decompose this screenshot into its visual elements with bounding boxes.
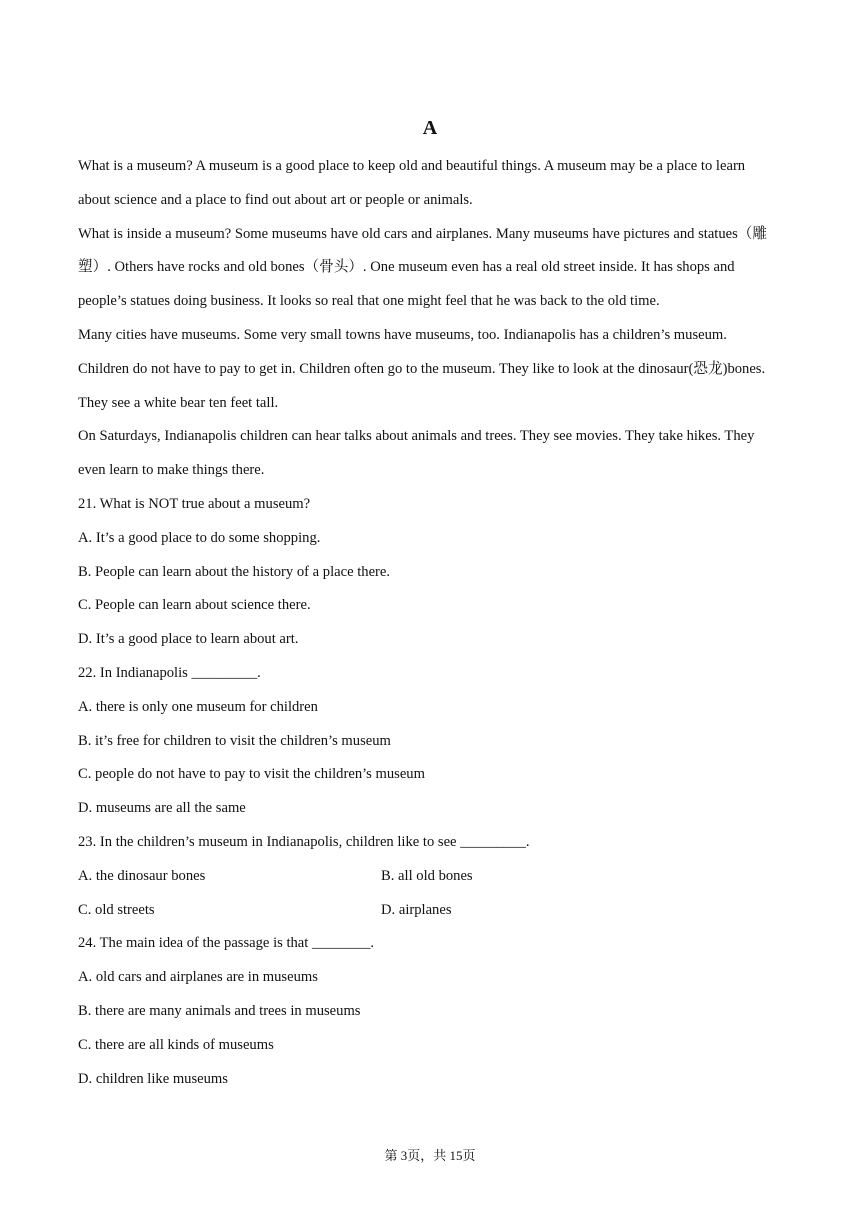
option-c: C. there are all kinds of museums bbox=[78, 1036, 274, 1053]
option-c: C. old streets bbox=[78, 901, 155, 918]
option-a: A. It’s a good place to do some shopping. bbox=[78, 529, 321, 546]
option-d: D. airplanes bbox=[381, 901, 452, 918]
passage-line: people’s statues doing business. It looks so real that one might feel that he was back to the old time. bbox=[78, 293, 660, 310]
passage-line: 塑）. Others have rocks and old bones（骨头）. One museum even has a real old street inside. It has shops and bbox=[78, 259, 735, 276]
option-d: D. It’s a good place to learn about art. bbox=[78, 631, 299, 648]
option-b: B. People can learn about the history of a place there. bbox=[78, 563, 391, 580]
option-b: B. all old bones bbox=[381, 867, 473, 884]
passage-line: about science and a place to find out about art or people or animals. bbox=[78, 191, 473, 208]
passage-line: Children do not have to pay to get in. Children often go to the museum. They like to look at the dinosaur(恐龙)bones. bbox=[78, 360, 766, 377]
section-title: A bbox=[422, 117, 438, 139]
option-c: C. People can learn about science there. bbox=[78, 597, 311, 614]
question-stem: 24. The main idea of the passage is that ________. bbox=[78, 935, 375, 952]
options-row bbox=[78, 894, 790, 928]
passage-line: even learn to make things there. bbox=[78, 462, 265, 479]
option-d: D. children like museums bbox=[78, 1070, 228, 1087]
question-stem: 22. In Indianapolis _________. bbox=[78, 664, 261, 681]
option-a: A. old cars and airplanes are in museums bbox=[78, 969, 318, 986]
option-b: B. there are many animals and trees in museums bbox=[78, 1002, 361, 1019]
passage-line: Many cities have museums. Some very small towns have museums, too. Indianapolis has a children’s museum. bbox=[78, 326, 727, 343]
page-number-footer: 第 3页，共 15页 bbox=[384, 1148, 476, 1163]
option-a: A. there is only one museum for children bbox=[78, 698, 318, 715]
option-b: B. it’s free for children to visit the children’s museum bbox=[78, 732, 391, 749]
question-24 bbox=[78, 927, 790, 1096]
option-a: A. the dinosaur bones bbox=[78, 867, 206, 884]
passage-line: What is inside a museum? Some museums have old cars and airplanes. Many museums have pictures and statues（雕 bbox=[78, 225, 767, 242]
question-stem: 23. In the children’s museum in Indianapolis, children like to see _________. bbox=[78, 833, 530, 850]
passage-line: On Saturdays, Indianapolis children can hear talks about animals and trees. They see movies. They take hikes. They bbox=[78, 428, 755, 445]
option-d: D. museums are all the same bbox=[78, 800, 246, 817]
passage-line: What is a museum? A museum is a good place to keep old and beautiful things. A museum may be a place to learn bbox=[78, 158, 746, 174]
question-23 bbox=[78, 826, 790, 927]
options-row bbox=[78, 860, 790, 894]
question-stem: 21. What is NOT true about a museum? bbox=[78, 495, 311, 512]
option-c: C. people do not have to pay to visit the children’s museum bbox=[78, 766, 425, 783]
passage-line: They see a white bear ten feet tall. bbox=[78, 394, 279, 411]
question-21 bbox=[78, 488, 790, 657]
reading-content bbox=[78, 150, 790, 1096]
passage bbox=[78, 150, 790, 488]
question-22 bbox=[78, 657, 790, 826]
